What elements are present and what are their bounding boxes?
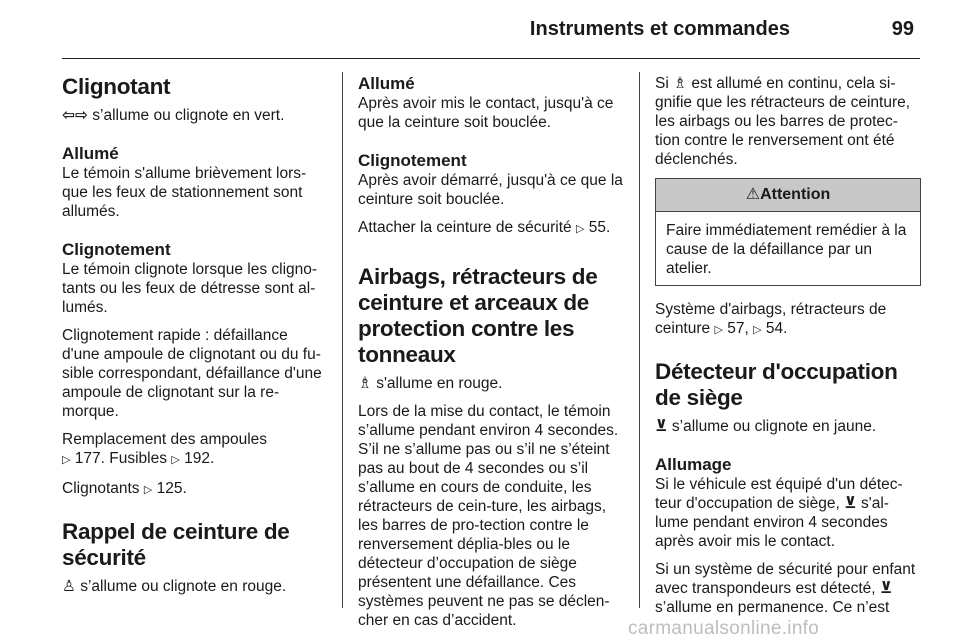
systeme-airbags-ref: Système d'airbags, rétracteurs de ceinture ▷ 57, ▷ 54.	[655, 300, 921, 340]
page-ref-arrow-icon: ▷	[753, 324, 762, 336]
remplacement-ampoules: Remplacement des ampoules ▷ 177. Fusibles ▷ 192.	[62, 430, 326, 470]
page-ref-arrow-icon: ▷	[171, 454, 180, 466]
warning-title: Attention	[760, 186, 831, 203]
clignotants-ref: Clignotants ▷ 125.	[62, 479, 326, 500]
page-ref-arrow-icon: ▷	[575, 223, 585, 235]
heading-clignotement: Clignotement	[62, 240, 171, 259]
si-prefix: Si	[655, 75, 669, 92]
airbag-text: Lors de la mise du contact, le témoin s’allume pendant environ 4 secondes. S’il ne s’allume pas ou s’il ne s’éteint pas au bout de 4 secondes ou s’il s’allume en cours de conduite, les rétracteurs de cein-ture, les airbags, les barres de pro-tection contre le renversement déplia-bles ou le détecteur d’occupation de siège présentent une défaillance. Ces systèmes peuvent ne pas se déclen-cher en cas d’accident.	[358, 403, 619, 629]
airbag-icon: ♗	[673, 75, 688, 92]
enfant-text-a: Si un système de sécurité pour enfant avec transpondeurs est détecté,	[655, 561, 916, 597]
warning-header	[656, 179, 920, 212]
page-ref-54[interactable]: 54	[765, 320, 784, 337]
allumage-text-a: Si le véhicule est équipé d'un détec-teur d'occupation de siège,	[655, 476, 903, 512]
heading-clignotement-2: Clignotement	[358, 151, 467, 170]
heading-allume-2: Allumé	[358, 74, 415, 93]
heading-allume: Allumé	[62, 144, 119, 163]
page-ref-arrow-icon: ▷	[143, 484, 153, 496]
attacher-label: Attacher la ceinture de sécurité	[358, 219, 572, 236]
heading-airbags: Airbags, rétracteurs de ceinture et arceaux de protection contre les tonneaux	[358, 264, 598, 367]
attacher-ceinture: Attacher la ceinture de sécurité ▷ 55.	[358, 218, 624, 239]
page-ref-57[interactable]: 57	[727, 320, 745, 337]
column-divider-2	[639, 72, 640, 608]
airbag-icon: ♗	[358, 375, 372, 392]
warning-box	[655, 178, 921, 286]
systeme-label: Système d'airbags, rétracteurs de ceinture	[655, 301, 887, 337]
watermark: carmanualsonline.info	[628, 618, 820, 639]
page-ref-177[interactable]: 177	[74, 450, 101, 467]
header-rule	[62, 58, 920, 59]
seat-occupancy-icon: ⊻	[655, 418, 668, 435]
detecteur-intro	[655, 417, 921, 436]
seatbelt-icon: ♙	[62, 578, 76, 595]
allume-text: Le témoin s'allume brièvement lors-que les feux de stationnement sont allumés.	[62, 165, 307, 220]
remplacement-label: Remplacement des ampoules	[62, 431, 268, 448]
clignotement-rapide-text: Clignotement rapide : défaillance d'une ampoule de clignotant ou du fu-sible correspondant, défaillance d'une ampoule de clignotant sur la re-morque.	[62, 327, 322, 420]
warning-text: Faire immédiatement remédier à la cause de la défaillance par un atelier.	[666, 222, 907, 277]
seat-occupancy-icon: ⊻	[844, 495, 857, 512]
page-number: 99	[891, 18, 914, 40]
detecteur-intro-text: s’allume ou clignote en jaune.	[667, 418, 877, 435]
heading-clignotant: Clignotant	[62, 74, 171, 99]
turn-signal-icon: ⇦⇨	[62, 107, 88, 124]
heading-rappel-ceinture: Rappel de ceinture de sécurité	[62, 519, 290, 570]
warning-triangle-icon: ⚠	[745, 186, 761, 203]
column-3	[655, 74, 921, 626]
allumage-text-b: s'al-lume pendant environ 4 secondes après avoir mis le contact.	[655, 495, 889, 550]
airbag-intro-text: s'allume en rouge.	[371, 375, 503, 392]
allume-text-2: Après avoir mis le contact, jusqu'à ce que la ceinture soit bouclée.	[358, 95, 614, 131]
enfant-text-b: s’allume en permanence. Ce n’est	[655, 599, 890, 616]
column-2	[358, 74, 624, 639]
clignotement-text: Le témoin clignote lorsque les cligno-tants ou les feux de détresse sont al-lumés.	[62, 261, 318, 316]
airbag-intro	[358, 374, 624, 393]
page-ref-192[interactable]: 192	[184, 450, 210, 467]
enfant-text	[655, 560, 921, 617]
page-ref-55[interactable]: 55	[588, 219, 607, 236]
clignotants-label: Clignotants	[62, 480, 140, 497]
heading-detecteur: Détecteur d'occupation de siège	[655, 359, 898, 410]
column-divider-1	[342, 72, 343, 608]
seat-occupancy-icon: ⊻	[879, 580, 893, 597]
rappel-intro-text: s’allume ou clignote en rouge.	[75, 578, 287, 595]
column-1	[62, 74, 326, 605]
running-header-title: Instruments et commandes	[529, 18, 790, 40]
clignotant-intro	[62, 106, 326, 125]
clignotant-intro-text: s’allume ou clignote en vert.	[87, 107, 285, 124]
clignotement-text-2: Après avoir démarré, jusqu'à ce que la ceinture soit bouclée.	[358, 172, 623, 208]
heading-allumage: Allumage	[655, 455, 732, 474]
fusibles-label: . Fusibles	[100, 450, 167, 467]
allumage-text	[655, 475, 921, 551]
page-ref-125[interactable]: 125	[156, 480, 183, 497]
airbag-continu-text	[655, 74, 921, 169]
page-ref-arrow-icon: ▷	[714, 324, 723, 336]
si-text: est allumé en continu, cela si-gnifie que les rétracteurs de ceinture, les airbags ou les barres de protec-tion contre le renversement ont été déclenchés.	[655, 75, 911, 168]
page-ref-arrow-icon: ▷	[62, 454, 71, 466]
rappel-intro	[62, 577, 326, 596]
